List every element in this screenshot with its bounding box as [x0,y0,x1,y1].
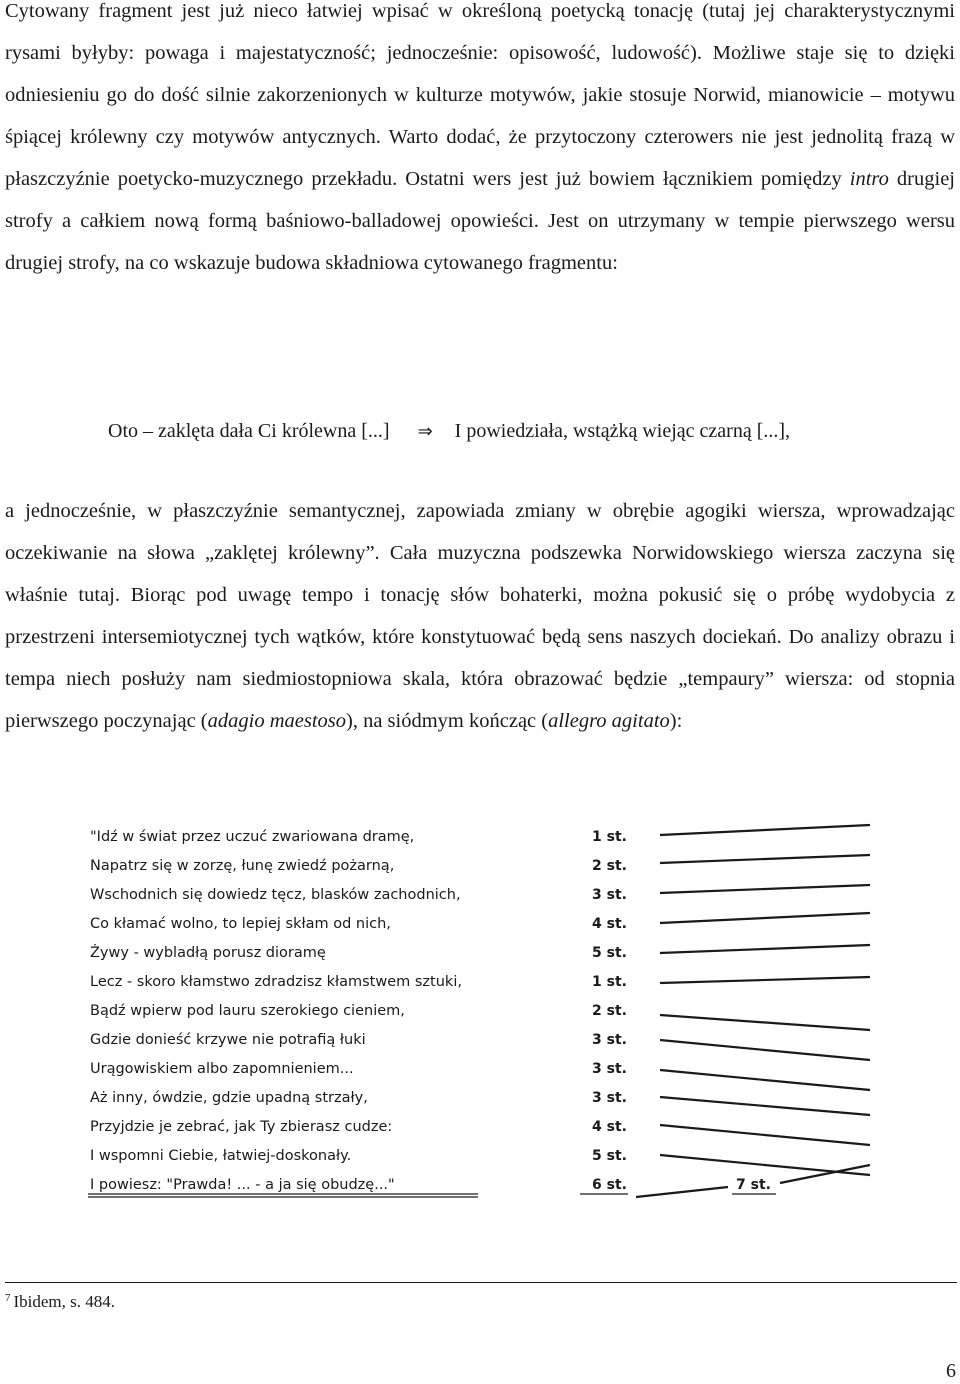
text-segment: intro [849,168,889,190]
tempo-line [660,885,870,893]
verse-line: Lecz - skoro kłamstwo zdradzisz kłamstwem sztuki, [90,974,462,990]
verse-line: Urągowiskiem albo zapomnieniem... [90,1061,354,1077]
verse-line: Żywy - wybladłą porusz dioramę [90,945,326,961]
tempo-line [660,1097,870,1115]
tempo-level: 3 st. [592,1061,627,1077]
page-number: 6 [946,1360,956,1382]
tempo-line [660,1070,870,1090]
tempo-line [660,977,870,983]
verse-line: Co kłamać wolno, to lepiej skłam od nich, [90,916,391,932]
tempo-level: 1 st. [592,974,627,990]
quote-right: I powiedziała, wstążką wiejąc czarną [...], [454,420,791,442]
text-segment: drugiej strofy a całkiem nową formą baśniowo-balladowej opowieści. Jest on utrzymany w tempie pierwszego wersu drugiej strofy, na co wskazuje budowa składniowa cytowanego fragmentu: [5,168,955,274]
tempo-line [660,1125,870,1145]
implies-arrow-icon: ⇒ [417,421,433,442]
verse-quote [108,420,790,443]
body-paragraph-1 [5,0,955,284]
text-segment: allegro agitato [548,710,670,732]
verse-line: Bądź wpierw pod lauru szerokiego cieniem, [90,1003,405,1019]
verse-line: "Idź w świat przez uczuć zwariowana dramę, [90,829,415,845]
tempo-level: 3 st. [592,887,627,903]
footnote-number: 7 [5,1292,11,1304]
footnote [5,1292,115,1312]
verse-line: Aż inny, ówdzie, gdzie upadną strzały, [90,1090,368,1106]
tempo-level: 2 st. [592,1003,627,1019]
text-segment: Cytowany fragment jest już nieco łatwiej wpisać w określoną poetycką tonację (tutaj jej charakterystycznymi rysami byłyby: powaga i majestatyczność; jednocześnie: opisowość, ludowość). Możliwe staje się to dzięki odniesieniu go do dość silnie zakorzenionych w kulturze motywów, jakie stosuje Norwid, mianowicie – motywu śpiącej królewny czy motywów antycznych. Warto dodać, że przytoczony czterowers nie jest jednolitą frazą w płaszczyźnie poetycko-muzycznego przekładu. Ostatni wers jest już bowiem łącznikiem pomiędzy [5,0,955,190]
tempo-level: 1 st. [592,829,627,845]
footnote-text: Ibidem, s. 484. [13,1292,116,1311]
tempo-line [660,825,870,835]
tempo-line [660,1040,870,1060]
text-segment: ): [669,710,683,732]
quote-left: Oto – zaklęta dała Ci królewna [...] [108,420,390,442]
tempo-level: 2 st. [592,858,627,874]
tempo-level: 5 st. [592,1148,627,1164]
footnote-separator [5,1282,957,1283]
text-segment: ), na siódmym kończąc ( [346,710,549,732]
body-paragraph-2 [5,490,955,742]
verse-line: Przyjdzie je zebrać, jak Ty zbierasz cudze: [90,1119,393,1135]
tempo-line [636,1187,728,1197]
tempo-level: 4 st. [592,1119,627,1135]
tempo-line [660,945,870,953]
text-segment: a jednocześnie, w płaszczyźnie semantycznej, zapowiada zmiany w obrębie agogiki wiersza, wprowadzając oczekiwanie na słowa „zaklętej królewny”. Cała muzyczna podszewka Norwidowskiego wiersza zaczyna się właśnie tutaj. Biorąc pod uwagę tempo i tonację słów bohaterki, można pokusić się o próbę wydobycia z przestrzeni intersemiotycznej tych wątków, które konstytuować będą sens naszych dociekań. Do analizy obrazu i tempa niech posłuży nam siedmiostopniowa skala, która obrazować będzie „tempaury” wiersza: od stopnia pierwszego poczynając ( [5,500,955,732]
tempo-scale-figure [0,815,960,1215]
tempo-level: 6 st. [592,1177,627,1193]
text-segment: adagio maestoso [207,710,346,732]
verse-line: Napatrz się w zorzę, łunę zwiedź pożarną, [90,858,395,874]
tempo-line [660,913,870,923]
tempo-level-final: 7 st. [736,1177,771,1193]
tempo-level: 3 st. [592,1090,627,1106]
verse-line: I powiesz: "Prawda! ... - a ja się obudzę..." [90,1177,395,1193]
tempo-level: 3 st. [592,1032,627,1048]
verse-line: I wspomni Ciebie, łatwiej-doskonały. [90,1148,352,1164]
verse-line: Gdzie donieść krzywe nie potrafią łuki [90,1032,366,1048]
tempo-line [660,1015,870,1030]
tempo-level: 5 st. [592,945,627,961]
tempo-line [660,855,870,863]
verse-line: Wschodnich się dowiedz tęcz, blasków zachodnich, [90,887,461,903]
tempo-level: 4 st. [592,916,627,932]
